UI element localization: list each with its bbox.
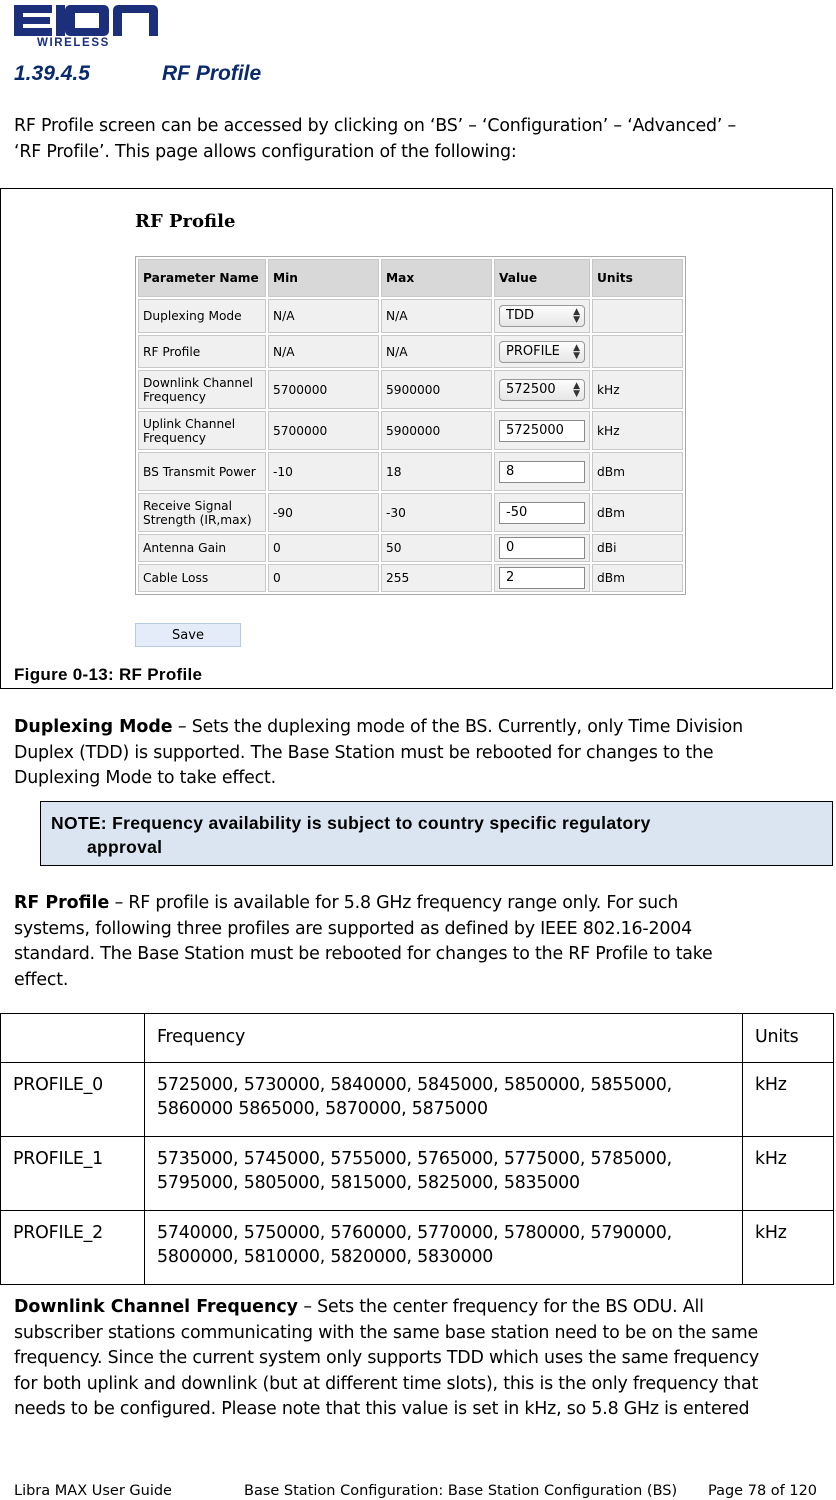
param-units: dBm xyxy=(592,564,683,592)
spinner-arrows-icon: ▲ ▼ xyxy=(573,307,580,325)
regulatory-note xyxy=(40,801,833,866)
footer-guide-title: Libra MAX User Guide xyxy=(14,1483,172,1499)
param-value-cell xyxy=(494,564,590,592)
col-header xyxy=(1,1014,145,1063)
param-min: 0 xyxy=(268,564,379,592)
downlink-frequency-paragraph xyxy=(14,1295,824,1423)
param-value-cell xyxy=(494,411,590,450)
table-row xyxy=(1,1211,834,1285)
param-max: 5900000 xyxy=(381,411,492,450)
param-min: 5700000 xyxy=(268,411,379,450)
term-duplexing-mode: Duplexing Mode xyxy=(14,717,173,737)
profile-frequency-table xyxy=(0,1013,834,1285)
param-max: 255 xyxy=(381,564,492,592)
para-text: effect. xyxy=(14,969,69,990)
para-text: frequency. Since the current system only supports TDD which uses the same frequency xyxy=(14,1348,759,1368)
profile-name: PROFILE_2 xyxy=(1,1211,145,1285)
param-name: Antenna Gain xyxy=(138,534,266,562)
param-name: Receive Signal Strength (IR,max) xyxy=(138,493,266,532)
param-name: Duplexing Mode xyxy=(138,299,266,333)
table-row xyxy=(138,299,683,333)
param-min: -10 xyxy=(268,452,379,491)
section-number: 1.39.4.5 xyxy=(14,62,90,85)
term-rf-profile: RF Profile xyxy=(14,893,110,913)
freq-line: 5795000, 5805000, 5815000, 5825000, 5835000 xyxy=(157,1173,580,1193)
param-units: dBi xyxy=(592,534,683,562)
para-text: needs to be configured. Please note that this value is set in kHz, so 5.8 GHz is entered xyxy=(14,1399,750,1419)
profile-frequencies xyxy=(145,1211,743,1285)
col-header: Units xyxy=(592,259,683,297)
para-text: Duplex (TDD) is supported. The Base Station must be rebooted for changes to the xyxy=(14,742,714,763)
rf-profile-select[interactable] xyxy=(499,341,585,363)
param-value-cell xyxy=(494,452,590,491)
para-text: – Sets the center frequency for the BS ODU. All xyxy=(298,1297,704,1317)
freq-line: 5735000, 5745000, 5755000, 5765000, 5775000, 5785000, xyxy=(157,1149,672,1169)
section-heading xyxy=(14,62,261,86)
profile-units: kHz xyxy=(743,1063,834,1137)
param-units: kHz xyxy=(592,411,683,450)
downlink-frequency-select[interactable] xyxy=(499,379,585,401)
profile-frequencies xyxy=(145,1137,743,1211)
para-text: standard. The Base Station must be rebooted for changes to the RF Profile to take xyxy=(14,944,713,964)
select-value: PROFILE xyxy=(506,343,560,359)
svg-text:WIRELESS: WIRELESS xyxy=(37,37,110,48)
intro-paragraph xyxy=(14,114,824,165)
para-text: Duplexing Mode to take effect. xyxy=(14,768,276,788)
table-row xyxy=(138,370,683,409)
select-value: TDD xyxy=(506,308,534,323)
table-row xyxy=(138,564,683,592)
intro-line: ‘RF Profile’. This page allows configuration of the following: xyxy=(14,141,517,162)
rf-profile-screen-title: RF Profile xyxy=(135,211,236,232)
table-row xyxy=(138,452,683,491)
param-min: 0 xyxy=(268,534,379,562)
save-button[interactable]: Save xyxy=(135,623,241,647)
param-min: N/A xyxy=(268,299,379,333)
freq-line: 5725000, 5730000, 5840000, 5845000, 5850000, 5855000, xyxy=(157,1075,672,1095)
param-name: RF Profile xyxy=(138,335,266,368)
param-value-cell xyxy=(494,534,590,562)
profile-name: PROFILE_1 xyxy=(1,1137,145,1211)
param-max: 50 xyxy=(381,534,492,562)
param-name: BS Transmit Power xyxy=(138,452,266,491)
param-max: 18 xyxy=(381,452,492,491)
profile-name: PROFILE_0 xyxy=(1,1063,145,1137)
select-value: 572500 xyxy=(506,381,556,397)
profile-units: kHz xyxy=(743,1211,834,1285)
profile-frequencies xyxy=(145,1063,743,1137)
param-name: Downlink Channel Frequency xyxy=(138,370,266,409)
param-min: -90 xyxy=(268,493,379,532)
col-header: Max xyxy=(381,259,492,297)
param-value-cell xyxy=(494,299,590,333)
col-header: Parameter Name xyxy=(138,259,266,297)
para-text: systems, following three profiles are supported as defined by IEEE 802.16-2004 xyxy=(14,918,692,939)
param-units: dBm xyxy=(592,452,683,491)
eion-wireless-logo xyxy=(12,2,166,48)
table-row xyxy=(138,411,683,450)
col-header: Frequency xyxy=(145,1014,743,1063)
table-header-row xyxy=(138,259,683,297)
table-row xyxy=(138,493,683,532)
param-name: Cable Loss xyxy=(138,564,266,592)
para-text: for both uplink and downlink (but at different time slots), this is the only frequency that xyxy=(14,1373,759,1394)
note-line: NOTE: Frequency availability is subject to country specific regulatory xyxy=(51,813,651,833)
rf-profile-paragraph xyxy=(14,891,824,993)
table-row xyxy=(1,1137,834,1211)
param-units xyxy=(592,335,683,368)
cable-loss-input[interactable]: 2 xyxy=(499,567,585,589)
freq-line: 5800000, 5810000, 5820000, 5830000 xyxy=(157,1247,494,1267)
para-text: subscriber stations communicating with the same base station need to be on the same xyxy=(14,1322,758,1343)
intro-line: RF Profile screen can be accessed by clicking on ‘BS’ – ‘Configuration’ – ‘Advanced’ – xyxy=(14,116,736,136)
receive-signal-input[interactable]: -50 xyxy=(499,502,585,524)
figure-frame xyxy=(0,188,833,689)
param-units: kHz xyxy=(592,370,683,409)
figure-caption: Figure 0-13: RF Profile xyxy=(14,665,203,684)
spinner-arrows-icon: ▲ ▼ xyxy=(573,342,580,361)
param-name: Uplink Channel Frequency xyxy=(138,411,266,450)
param-units xyxy=(592,299,683,333)
rf-profile-table xyxy=(135,256,686,595)
uplink-frequency-input[interactable]: 5725000 xyxy=(499,420,585,442)
param-max: -30 xyxy=(381,493,492,532)
param-max: 5900000 xyxy=(381,370,492,409)
term-downlink-frequency: Downlink Channel Frequency xyxy=(14,1297,298,1317)
col-header: Value xyxy=(494,259,590,297)
col-header: Min xyxy=(268,259,379,297)
param-value-cell xyxy=(494,370,590,409)
antenna-gain-input[interactable]: 0 xyxy=(499,537,585,559)
param-value-cell xyxy=(494,493,590,532)
footer-chapter: Base Station Configuration: Base Station Configuration (BS) xyxy=(244,1483,678,1499)
footer-page-number: Page 78 of 120 xyxy=(708,1483,818,1499)
spinner-arrows-icon: ▲ ▼ xyxy=(573,380,580,399)
param-value-cell xyxy=(494,335,590,368)
param-max: N/A xyxy=(381,335,492,368)
para-text: – RF profile is available for 5.8 GHz frequency range only. For such xyxy=(109,893,679,913)
freq-line: 5860000 5865000, 5870000, 5875000 xyxy=(157,1099,488,1119)
note-line: approval xyxy=(87,837,163,857)
duplexing-mode-select[interactable] xyxy=(499,305,585,327)
param-min: N/A xyxy=(268,335,379,368)
table-row xyxy=(138,534,683,562)
profile-units: kHz xyxy=(743,1137,834,1211)
freq-line: 5740000, 5750000, 5760000, 5770000, 5780000, 5790000, xyxy=(157,1223,672,1243)
section-title: RF Profile xyxy=(162,62,262,85)
transmit-power-input[interactable]: 8 xyxy=(499,461,585,483)
param-min: 5700000 xyxy=(268,370,379,409)
table-row xyxy=(138,335,683,368)
table-row xyxy=(1,1063,834,1137)
table-header-row xyxy=(1,1014,834,1063)
col-header: Units xyxy=(743,1014,834,1063)
param-max: N/A xyxy=(381,299,492,333)
para-text: – Sets the duplexing mode of the BS. Currently, only Time Division xyxy=(172,717,743,737)
duplexing-mode-paragraph xyxy=(14,715,824,792)
param-units: dBm xyxy=(592,493,683,532)
